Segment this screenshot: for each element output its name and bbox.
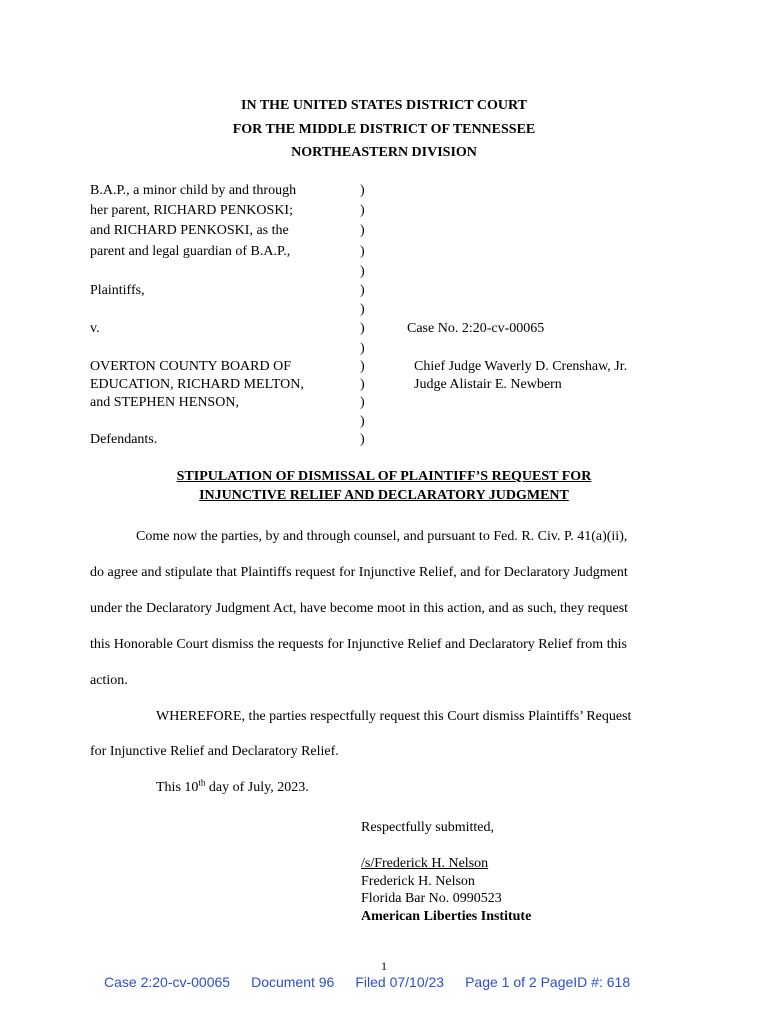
plaintiffs-label: Plaintiffs, [90, 283, 145, 298]
caption-paren: ) [360, 183, 365, 198]
document-title-line-2-text: INJUNCTIVE RELIEF AND DECLARATORY JUDGMENT [199, 488, 569, 503]
plaintiff-line: parent and legal guardian of B.A.P., [90, 244, 291, 259]
caption-paren: ) [360, 395, 365, 410]
footer-page: Page 1 of 2 PageID #: 618 [465, 974, 631, 990]
caption-paren: ) [360, 283, 365, 298]
document-title-line-1-text: STIPULATION OF DISMISSAL OF PLAINTIFF’S REQUEST FOR [176, 469, 592, 484]
footer-filed: Filed 07/10/23 [355, 974, 445, 990]
date-suffix: day of July, 2023. [205, 780, 309, 795]
caption-paren: ) [360, 321, 365, 336]
court-heading-line-3: NORTHEASTERN DIVISION [291, 145, 477, 160]
body-line: this Honorable Court dismiss the requests for Injunctive Relief and Declaratory Relief from this [90, 637, 627, 652]
defendants-label: Defendants. [90, 432, 158, 447]
body-line: Come now the parties, by and through counsel, and pursuant to Fed. R. Civ. P. 41(a)(ii), [136, 529, 628, 544]
body-line: do agree and stipulate that Plaintiffs request for Injunctive Relief, and for Declaratory Judgment [90, 565, 628, 580]
firm-name: American Liberties Institute [361, 909, 532, 924]
magistrate-judge: Judge Alistair E. Newbern [414, 377, 562, 392]
caption-paren: ) [360, 302, 365, 317]
caption-paren: ) [360, 377, 365, 392]
document-title-line-1 [0, 469, 768, 485]
versus: v. [90, 321, 100, 336]
footer-document: Document 96 [251, 974, 335, 990]
caption-paren: ) [360, 203, 365, 218]
caption-paren: ) [360, 223, 365, 238]
date-superscript: th [198, 777, 206, 788]
caption-paren: ) [360, 414, 365, 429]
court-heading-line-1: IN THE UNITED STATES DISTRICT COURT [241, 98, 527, 113]
footer-case: Case 2:20-cv-00065 [104, 974, 231, 990]
body-line: WHEREFORE, the parties respectfully request this Court dismiss Plaintiffs’ Request [156, 709, 632, 724]
e-signature: /s/Frederick H. Nelson [361, 856, 489, 871]
body-line: for Injunctive Relief and Declaratory Relief. [90, 744, 339, 759]
plaintiff-line: her parent, RICHARD PENKOSKI; [90, 203, 293, 218]
document-title-line-2 [0, 488, 768, 504]
date-line [156, 777, 309, 796]
body-line: under the Declaratory Judgment Act, have become moot in this action, and as such, they request [90, 601, 629, 616]
defendant-line: OVERTON COUNTY BOARD OF [90, 359, 292, 374]
case-number: Case No. 2:20-cv-00065 [407, 321, 545, 336]
caption-paren: ) [360, 244, 365, 259]
chief-judge: Chief Judge Waverly D. Crenshaw, Jr. [414, 359, 628, 374]
bar-number: Florida Bar No. 0990523 [361, 891, 502, 906]
plaintiff-line: and RICHARD PENKOSKI, as the [90, 223, 289, 238]
caption-paren: ) [360, 341, 365, 356]
date-prefix: This 10 [156, 780, 199, 795]
defendant-line: and STEPHEN HENSON, [90, 395, 239, 410]
closing: Respectfully submitted, [361, 820, 494, 835]
caption-paren: ) [360, 264, 365, 279]
caption-paren: ) [360, 432, 365, 447]
caption-paren: ) [360, 359, 365, 374]
court-heading-line-2: FOR THE MIDDLE DISTRICT OF TENNESSEE [232, 122, 536, 137]
signer-name: Frederick H. Nelson [361, 874, 475, 889]
plaintiff-line: B.A.P., a minor child by and through [90, 183, 297, 198]
body-line: action. [90, 673, 128, 688]
defendant-line: EDUCATION, RICHARD MELTON, [90, 377, 304, 392]
ecf-footer [104, 974, 651, 990]
page-number: 1 [381, 959, 387, 973]
